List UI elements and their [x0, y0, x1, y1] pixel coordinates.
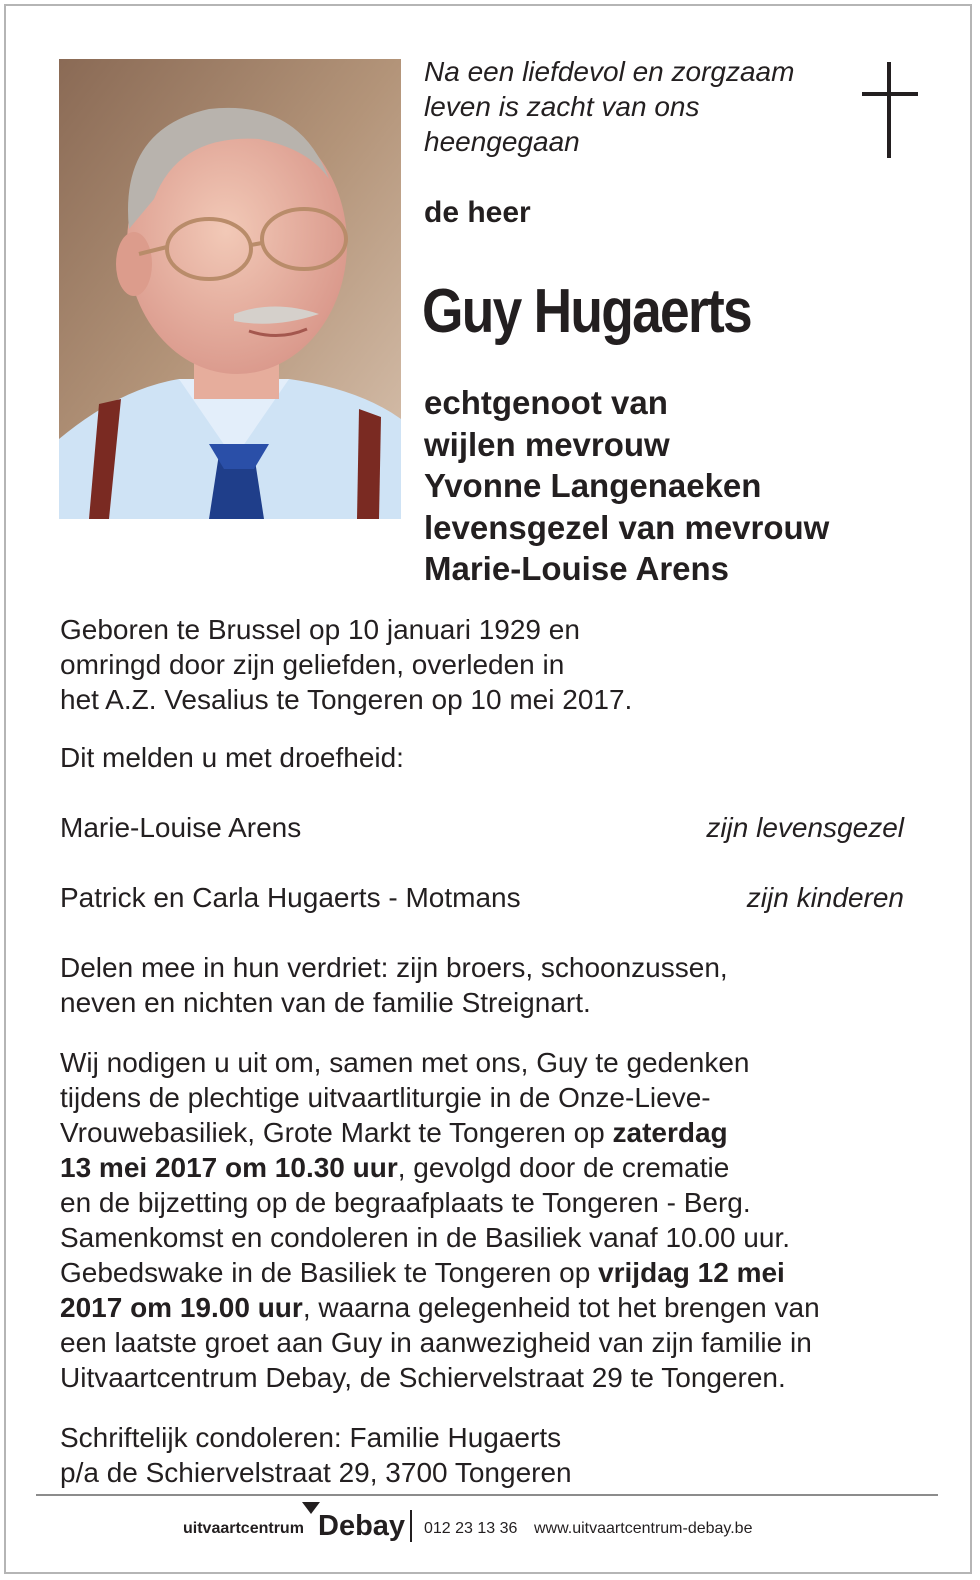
text-line — [60, 1290, 940, 1325]
verse-line: Na een liefdevol en zorgzaam — [424, 56, 795, 87]
text-line: Schriftelijk condoleren: Familie Hugaerts — [60, 1422, 562, 1453]
relation-line: Yvonne Langenaeken — [424, 467, 762, 504]
date-highlight: 2017 om 19.00 uur — [60, 1292, 303, 1323]
birth-death-paragraph — [60, 612, 632, 717]
text-line: Geboren te Brussel op 10 januari 1929 en — [60, 614, 580, 645]
funeral-invitation — [60, 1045, 940, 1395]
date-highlight: 13 mei 2017 om 10.30 uur — [60, 1152, 398, 1183]
relation-line: wijlen mevrouw — [424, 425, 670, 463]
footer-label: uitvaartcentrum — [183, 1520, 304, 1537]
announcement: Dit melden u met droefheid: — [60, 742, 404, 773]
cross-icon — [862, 62, 918, 160]
text-line: een laatste groet aan Guy in aanwezigheid van zijn familie in — [60, 1327, 812, 1358]
footer — [0, 1510, 980, 1550]
footer-website-link[interactable]: www.uitvaartcentrum-debay.be — [534, 1520, 753, 1537]
family-paragraph — [60, 950, 728, 1020]
portrait-photo — [59, 59, 401, 519]
verse-line: heengegaan — [424, 126, 580, 157]
mourner-row — [60, 810, 904, 845]
footer-separator — [410, 1510, 412, 1542]
text-segment: , waarna gelegenheid tot het brengen van — [302, 1292, 820, 1323]
mourner-name: Patrick en Carla Hugaerts - Motmans — [60, 882, 521, 913]
text-line — [60, 1255, 940, 1290]
relation-line: levensgezel van mevrouw — [424, 508, 830, 546]
honorific: de heer — [424, 196, 531, 229]
footer-phone: 012 23 13 36 — [424, 1520, 518, 1537]
text-line: Wij nodigen u uit om, samen met ons, Guy te gedenken — [60, 1047, 750, 1078]
date-highlight: zaterdag — [612, 1117, 728, 1148]
text-line: Delen mee in hun verdriet: zijn broers, schoonzussen, — [60, 952, 728, 983]
text-segment: , gevolgd door de crematie — [397, 1152, 730, 1183]
mourner-relation: zijn kinderen — [746, 882, 904, 913]
footer-brand: Debay — [318, 1510, 406, 1542]
text-line: p/a de Schiervelstraat 29, 3700 Tongeren — [60, 1457, 572, 1488]
text-line: en de bijzetting op de begraafplaats te Tongeren - Berg. — [60, 1187, 751, 1218]
text-line: neven en nichten van de familie Streignart. — [60, 987, 591, 1018]
verse-line: leven is zacht van ons — [424, 91, 700, 122]
text-line: omringd door zijn geliefden, overleden in — [60, 649, 565, 680]
relations-list — [424, 382, 829, 590]
text-line: het A.Z. Vesalius te Tongeren op 10 mei 2017. — [60, 684, 633, 715]
mourner-relation: zijn levensgezel — [706, 812, 904, 843]
text-segment: Vrouwebasiliek, Grote Markt te Tongeren op — [60, 1117, 613, 1148]
date-highlight: vrijdag 12 mei — [598, 1257, 785, 1288]
condolence-address — [60, 1420, 572, 1490]
mourner-name: Marie-Louise Arens — [60, 812, 302, 843]
footer-divider — [36, 1494, 938, 1496]
text-line: Samenkomst en condoleren in de Basiliek vanaf 10.00 uur. — [60, 1222, 791, 1253]
text-line: Uitvaartcentrum Debay, de Schiervelstraat 29 te Tongeren. — [60, 1362, 786, 1393]
text-line: tijdens de plechtige uitvaartliturgie in de Onze-Lieve- — [60, 1082, 711, 1113]
verse — [424, 54, 844, 159]
relation-line: echtgenoot van — [424, 384, 668, 421]
text-segment: Gebedswake in de Basiliek te Tongeren op — [60, 1257, 599, 1288]
deceased-name: Guy Hugaerts — [422, 277, 751, 346]
text-line — [60, 1150, 940, 1185]
text-line — [60, 1115, 940, 1150]
mourner-row — [60, 880, 904, 915]
relation-line: Marie-Louise Arens — [424, 550, 730, 587]
